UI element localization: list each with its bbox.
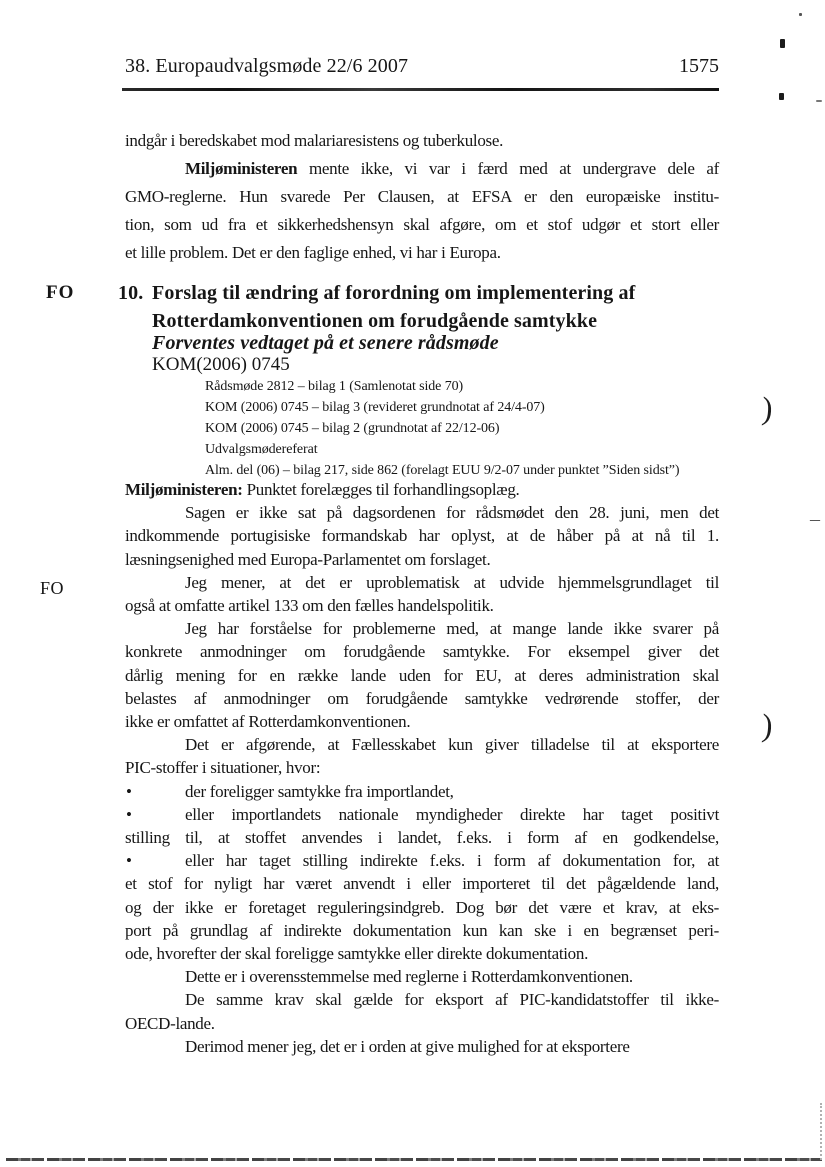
text-line: indkommende portugisiske formandskab har oplyst, at de håber på at nå til 1. <box>125 526 719 546</box>
text-line: OECD-lande. <box>125 1013 215 1033</box>
text-line: GMO-reglerne. Hun svarede Per Clausen, at EFSA er den europæiske institu- <box>125 187 719 206</box>
text-line: Jeg mener, at det er uproblematisk at udvide hjemmelsgrundlaget til <box>185 572 719 592</box>
scan-artifact <box>799 13 802 16</box>
text-line: tion, som ud fra et sikkerhedshensyn skal afgøre, om et stof udgør et stort eller <box>125 215 719 234</box>
speaker-name: Miljøministeren: <box>125 480 243 499</box>
intro-paragraphs <box>125 127 719 267</box>
margin-dash-mark: – <box>810 508 820 530</box>
text-line: Dette er i overensstemmelse med reglerne i Rotterdamkonventionen. <box>185 967 633 987</box>
agenda-item-title-line2: Rotterdamkonventionen om forudgående samtykke <box>152 309 598 332</box>
handwritten-paren-mark: ) <box>760 389 774 427</box>
text-line: • eller har taget stilling indirekte f.eks. i form af dokumentation for, at <box>125 849 719 872</box>
text-line: et lille problem. Det er den faglige enhed, vi har i Europa. <box>125 243 501 262</box>
text-line: Det er afgørende, at Fællesskabet kun giver tilladelse til at eksportere <box>185 735 719 755</box>
text-line: et stof for nyligt har været anvendt i eller importeret til det pågældende land, <box>125 874 719 894</box>
kom-reference: KOM(2006) 0745 <box>152 354 290 375</box>
reference-line: Rådsmøde 2812 – bilag 1 (Samlenotat side 70) <box>205 379 464 394</box>
text-line: • eller importlandets nationale myndigheder direkte har taget positivt <box>125 803 719 826</box>
margin-label-fo-1: FO <box>46 282 75 303</box>
text-line: dårlig mening for en række lande uden for EU, at deres administration skal <box>125 665 719 685</box>
page-header-title: 38. Europaudvalgsmøde 22/6 2007 <box>125 55 409 77</box>
text-line: Jeg har forståelse for problemerne med, at mange lande ikke svarer på <box>185 619 719 639</box>
text-line: konkrete anmodninger om forudgående samtykke. For eksempel giver det <box>125 642 719 662</box>
text-line: Derimod mener jeg, det er i orden at give mulighed for at eksportere <box>185 1036 630 1056</box>
reference-line: KOM (2006) 0745 – bilag 3 (revideret grundnotat af 24/4-07) <box>205 400 545 415</box>
text-line: De samme krav skal gælde for eksport af PIC-kandidatstoffer til ikke- <box>185 990 719 1010</box>
text-line: belastes af anmodninger om forudgående samtykke vedrørende stoffer, der <box>125 688 719 708</box>
text-line: Sagen er ikke sat på dagsordenen for rådsmødet den 28. juni, men det <box>185 503 719 523</box>
reference-line: Alm. del (06) – bilag 217, side 862 (forelagt EUU 9/2-07 under punktet ”Siden sidst”) <box>205 463 680 478</box>
header-rule <box>122 88 719 91</box>
text-line: ode, hvorefter der skal foreligge samtykke eller direkte dokumentation. <box>125 944 589 964</box>
text-line: og der ikke er foretaget reguleringsindgreb. Dog bør det være et krav, at eks- <box>125 897 719 917</box>
scan-artifact <box>779 93 784 100</box>
agenda-item-number: 10. <box>118 282 144 304</box>
text-line: ikke er omfattet af Rotterdamkonventionen. <box>125 712 411 732</box>
scan-edge-dots <box>820 1103 822 1160</box>
text-line: også at omfatte artikel 133 om den fælles handelspolitik. <box>125 596 494 616</box>
agenda-subtitle: Forventes vedtaget på et senere rådsmøde <box>152 332 499 354</box>
text-line: port på grundlag af indirekte dokumentation kun kan ske i en begrænset peri- <box>125 920 719 940</box>
reference-line: Udvalgsmødereferat <box>205 442 318 457</box>
minister-speech <box>125 478 719 1058</box>
speaker-name: Miljøministeren <box>185 159 298 178</box>
text-line: stilling til, at stoffet anvendes i landet, f.eks. i form af en godkendelse, <box>125 828 719 848</box>
agenda-item-heading <box>118 280 740 335</box>
scan-artifact <box>816 100 822 102</box>
text-line: læsningsenighed med Europa-Parlamentet om forslaget. <box>125 549 491 569</box>
text-line: • der foreligger samtykke fra importlandet, <box>125 780 719 803</box>
page-number: 1575 <box>679 55 719 77</box>
agenda-item-title-line1: Forslag til ændring af forordning om implementering af <box>152 282 636 304</box>
text-line: indgår i beredskabet mod malariaresistens og tuberkulose. <box>125 131 504 150</box>
bullet-icon: • <box>126 804 132 824</box>
document-references <box>205 376 679 481</box>
text-line: Miljøministeren mente ikke, vi var i færd med at undergrave dele af <box>185 159 719 178</box>
text-line: PIC-stoffer i situationer, hvor: <box>125 758 321 778</box>
reference-line: KOM (2006) 0745 – bilag 2 (grundnotat af 22/12-06) <box>205 421 500 436</box>
handwritten-paren-mark: ) <box>760 706 774 744</box>
agenda-item-title <box>152 280 635 335</box>
scan-edge-line <box>6 1158 822 1161</box>
margin-label-fo-2: FO <box>40 578 65 598</box>
bullet-icon: • <box>126 851 132 871</box>
text-line: Miljøministeren: Punktet forelægges til forhandlingsoplæg. <box>125 480 520 499</box>
bullet-icon: • <box>126 781 132 801</box>
scan-artifact <box>780 39 785 48</box>
